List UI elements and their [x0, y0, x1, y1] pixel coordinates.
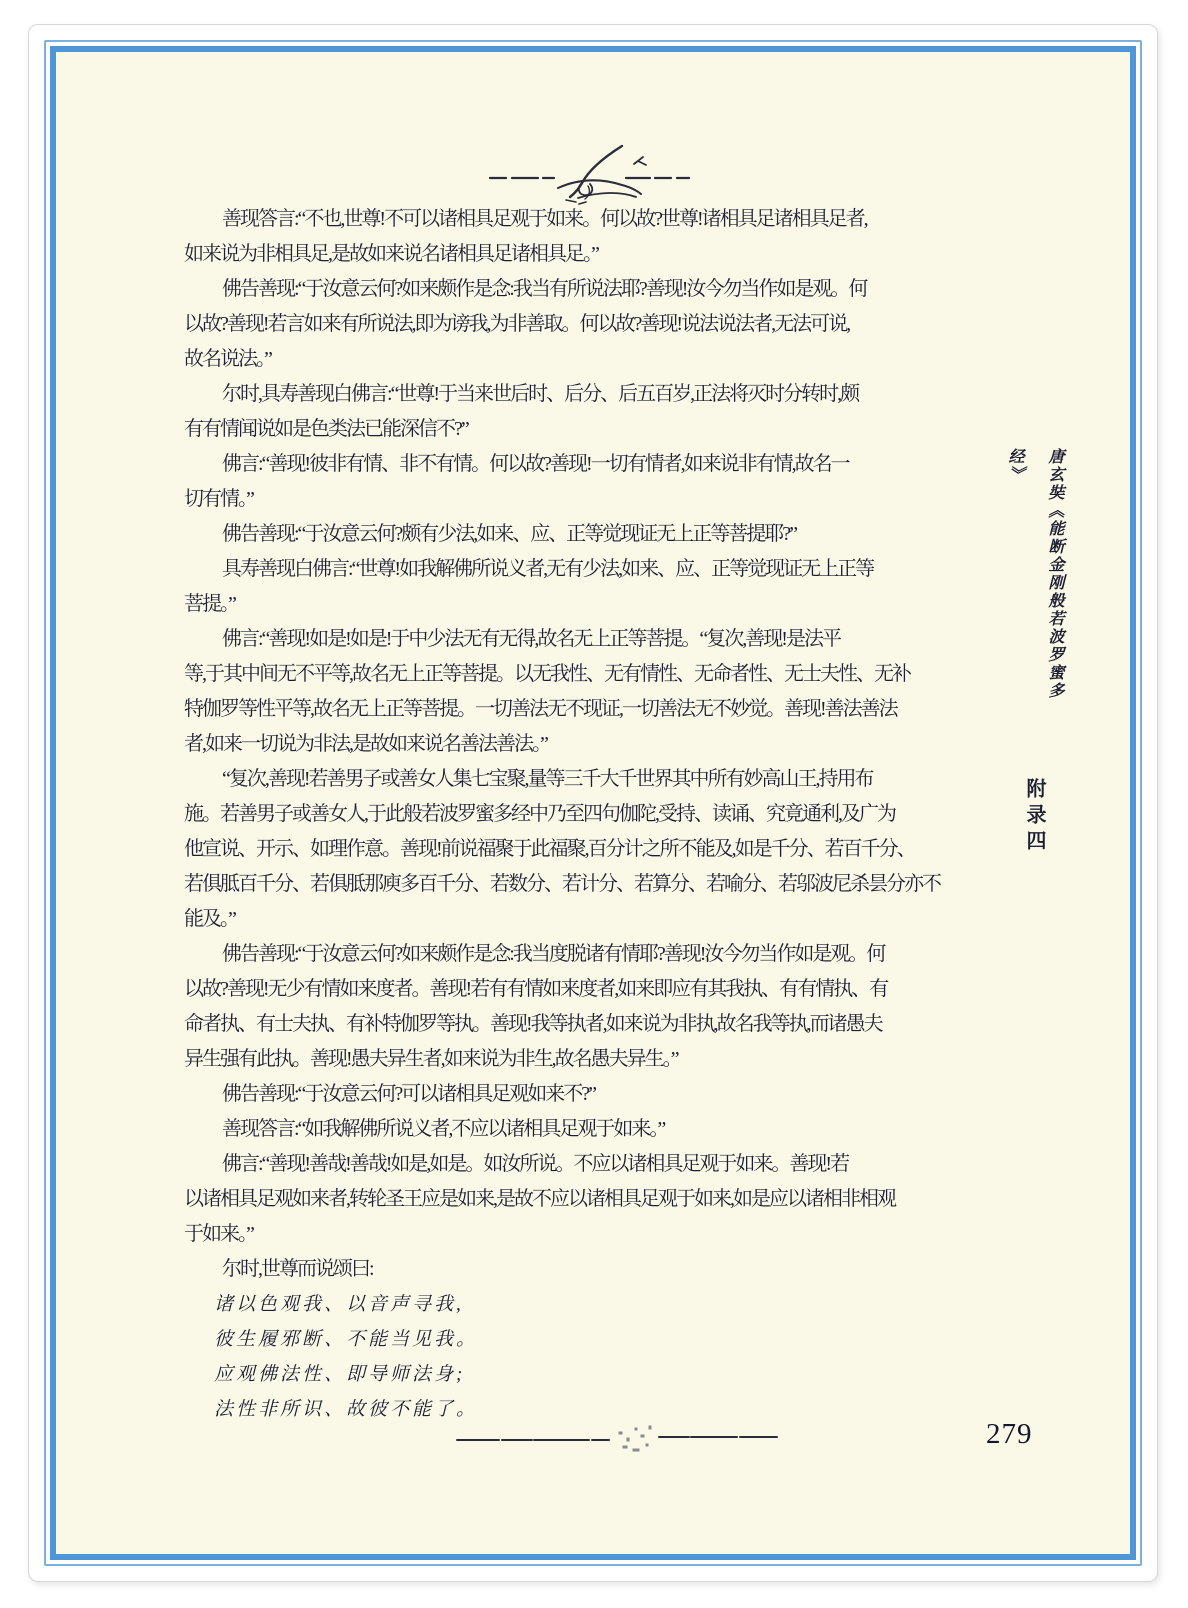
text-line: 特伽罗等性平等,故名无上正等菩提。一切善法无不现证,一切善法无不妙觉。善现!善法善法 [184, 698, 897, 720]
text-line: 具寿善现白佛言:“世尊!如我解佛所说义者,无有少法,如来、应、正等觉现证无上正等 [222, 558, 874, 580]
text-line: 佛告善现:“于汝意云何?颇有少法,如来、应、正等觉现证无上正等菩提耶?” [222, 523, 797, 545]
text-line: 若俱胝百千分、若俱胝那庾多百千分、若数分、若计分、若算分、若喻分、若邬波尼杀昙分亦不 [184, 873, 940, 895]
verse-line: 应观佛法性、即导师法身; [214, 1364, 466, 1385]
text-line: 以故?善现!若言如来有所说法,即为谤我,为非善取。何以故?善现!说法说法者,无法可说, [184, 313, 850, 335]
text-line: 等,于其中间无不平等,故名无上正等菩提。以无我性、无有情性、无命者性、无士夫性、无补 [184, 663, 910, 685]
page-card [28, 24, 1158, 1582]
text-line: 尔时,世尊而说颂曰: [222, 1258, 373, 1280]
text-line: 善现答言:“不也,世尊!不可以诸相具足观于如来。何以故?世尊!诸相具足诸相具足者, [222, 208, 867, 230]
appendix-label: 附录四 [1023, 778, 1045, 856]
text-line: 他宣说、开示、如理作意。善现!前说福聚于此福聚,百分计之所不能及,如是千分、若百千分、 [184, 838, 915, 860]
text-line: 佛言:“善现!善哉!善哉!如是,如是。如汝所说。不应以诸相具足观于如来。善现!若 [222, 1153, 849, 1175]
text-line: 故名说法。” [184, 348, 271, 370]
verse-line: 诸以色观我、以音声寻我, [214, 1294, 464, 1315]
text-line: 菩提。” [184, 593, 235, 615]
text-line: 佛言:“善现!彼非有情、非不有情。何以故?善现!一切有情者,如来说非有情,故名一 [222, 453, 849, 475]
text-line: 有有情闻说如是色类法已能深信不?” [184, 418, 468, 440]
text-line: 佛告善现:“于汝意云何?如来颇作是念:我当度脱诸有情耶?善现!汝今勿当作如是观。何 [222, 943, 885, 965]
text-line: 如来说为非相具足,是故如来说名诸相具足诸相具足。” [184, 243, 598, 265]
text-line: 以诸相具足观如来者,转轮圣王应是如来,是故不应以诸相具足观于如来,如是应以诸相非相观 [184, 1188, 895, 1210]
text-line: 命者执、有士夫执、有补特伽罗等执。善现!我等执者,如来说为非执,故名我等执,而诸愚夫 [184, 1013, 882, 1035]
page-content [56, 52, 1130, 1554]
dashed-line-divider-icon [451, 1424, 783, 1456]
page-number: 279 [986, 1418, 1033, 1450]
text-line: 切有情。” [184, 488, 253, 510]
text-line: 施。若善男子或善女人,于此般若波罗蜜多经中乃至四句伽陀,受持、读诵、究竟通利,及广为 [184, 803, 895, 825]
text-line: 者,如来一切说为非法,是故如来说名善法善法。” [184, 733, 547, 755]
sidebar-book-title: 唐玄奘《能断金刚般若波罗蜜多经》 [1006, 448, 1063, 700]
faded-seal-mark [619, 1426, 651, 1451]
text-line: 佛言:“善现!如是!如是!于中少法无有无得,故名无上正等菩提。“复次,善现!是法平 [222, 628, 840, 650]
text-line: 佛告善现:“于汝意云何?可以诸相具足观如来不?” [222, 1083, 596, 1105]
text-line: “复次,善现!若善男子或善女人集七宝聚,量等三千大千世界其中所有妙高山王,持用布 [222, 768, 873, 790]
text-line: 尔时,具寿善现白佛言:“世尊!于当来世后时、后分、后五百岁,正法将灭时分转时,颇 [222, 383, 859, 405]
verse-line: 彼生履邪断、不能当见我。 [214, 1329, 479, 1350]
text-line: 异生强有此执。善现!愚夫异生者,如来说为非生,故名愚夫异生。” [184, 1048, 678, 1070]
margin-sidebar [1006, 448, 1063, 1208]
text-line: 于如来。” [184, 1223, 253, 1245]
text-line: 能及。” [184, 908, 235, 930]
text-flow [184, 202, 960, 1427]
inner-thick-blue-frame [50, 46, 1136, 1560]
text-line: 善现答言:“如我解佛所说义者,不应以诸相具足观于如来。” [222, 1118, 665, 1140]
text-line: 以故?善现!无少有情如来度者。善现!若有有情如来度者,如来即应有其我执、有有情执、有 [184, 978, 888, 1000]
verse-line: 法性非所识、故彼不能了。 [214, 1399, 479, 1420]
text-line: 佛告善现:“于汝意云何?如来颇作是念:我当有所说法耶?善现!汝今勿当作如是观。何 [222, 278, 867, 300]
